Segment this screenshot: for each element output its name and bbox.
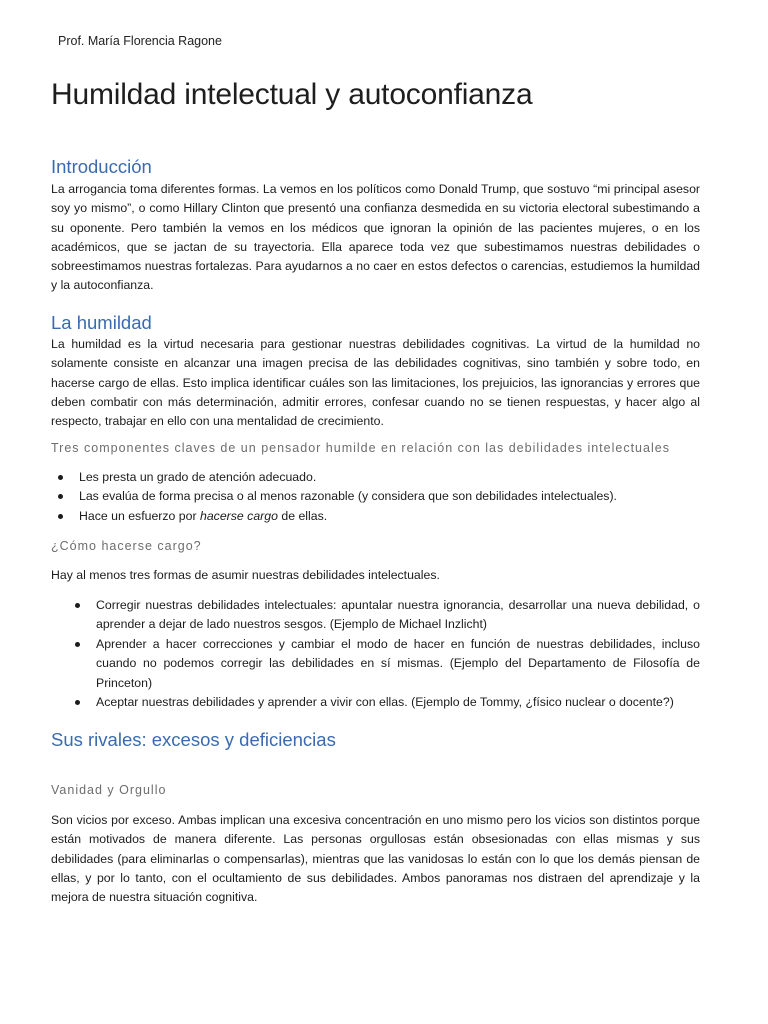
bullet-icon: [58, 514, 63, 519]
list-item: [68, 635, 700, 693]
bullet-icon: [58, 475, 63, 480]
list-item: [68, 596, 700, 635]
bullet-icon: [75, 603, 80, 608]
ways-list: [68, 596, 700, 713]
vanity-paragraph: Son vicios por exceso. Ambas implican una excesiva concentración en uno mismo pero los vicios son distintos porque están motivados de manera diferente. Las personas orgullosas están obsesionadas con ellas mismas y sus debilidades (para eliminarlas o compensarlas), mientras que las vanidosas lo están con lo que los demás piensan de ellas, y por lo tanto, con el ocultamiento de sus debilidades. Ambos panoramas nos distraen del aprendizaje y la mejora de nuestra situación cognitiva.: [51, 813, 700, 905]
list-item-text: Les presta un grado de atención adecuado.: [79, 470, 317, 484]
list-item: [51, 468, 700, 487]
document-title: Humildad intelectual y autoconfianza: [51, 78, 533, 111]
author-header: Prof. María Florencia Ragone: [58, 34, 222, 48]
vanity-heading: Vanidad y Orgullo: [51, 783, 167, 797]
components-heading: Tres componentes claves de un pensador humilde en relación con las debilidades intelectuales: [51, 441, 670, 455]
list-item: [51, 487, 700, 506]
list-item-emphasis: hacerse cargo: [200, 508, 278, 523]
list-item: [51, 507, 700, 526]
list-item-text-after: de ellas.: [277, 508, 328, 523]
list-item-text: Corregir nuestras debilidades intelectuales: apuntalar nuestra ignorancia, desarrollar una nueva debilidad, o aprender a dejar de lado nuestros sesgos. (Ejemplo de Michael Inzlicht): [96, 598, 700, 632]
components-list: [51, 468, 700, 526]
list-item: [68, 693, 700, 712]
how-intro-paragraph: Hay al menos tres formas de asumir nuestras debilidades intelectuales.: [51, 568, 440, 582]
list-item-text: Aceptar nuestras debilidades y aprender a vivir con ellas. (Ejemplo de Tommy, ¿físico nuclear o docente?): [96, 695, 674, 710]
list-item-text-before: Hace un esfuerzo por: [79, 508, 200, 523]
section-heading-rivals: Sus rivales: excesos y deficiencias: [51, 729, 336, 750]
section-heading-intro: Introducción: [51, 156, 152, 177]
how-heading: ¿Cómo hacerse cargo?: [51, 539, 202, 553]
bullet-icon: [58, 494, 63, 499]
bullet-icon: [75, 700, 80, 705]
bullet-icon: [75, 642, 80, 647]
section-heading-humility: La humildad: [51, 312, 152, 333]
intro-paragraph: La arrogancia toma diferentes formas. La vemos en los políticos como Donald Trump, que sostuvo “mi principal asesor soy yo mismo”, o como Hillary Clinton que presentó una confianza desmedida en su victoria electoral subestimando a su oponente. Pero también la vemos en los médicos que ignoran la opinión de las pacientes mujeres, o en los académicos, que se jactan de su trayectoria. Ella aparece toda vez que subestimamos nuestras debilidades o sobreestimamos nuestras fortalezas. Para ayudarnos a no caer en estos defectos o carencias, estudiemos la humildad y la autoconfianza.: [51, 182, 700, 293]
humility-paragraph: La humildad es la virtud necesaria para gestionar nuestras debilidades cognitivas. La virtud de la humildad no solamente consiste en alcanzar una imagen precisa de las debilidades cognitivas, sino también y sobre todo, en hacerse cargo de ellas. Esto implica identificar cuáles son las limitaciones, los prejuicios, las ignorancias y errores que deben combatir con más determinación, admitir errores, confesar cuando no se tienen respuestas, y hacer algo al respecto, trabajar en ello con una mentalidad de crecimiento.: [51, 337, 700, 429]
list-item-text: Aprender a hacer correcciones y cambiar el modo de hacer en función de nuestras debilidades, incluso cuando no podemos corregir las debilidades en sí mismas. (Ejemplo del Departamento de Filosofía de Princeton): [96, 637, 700, 690]
list-item-text: Las evalúa de forma precisa o al menos razonable (y considera que son debilidades intelectuales).: [79, 489, 617, 504]
